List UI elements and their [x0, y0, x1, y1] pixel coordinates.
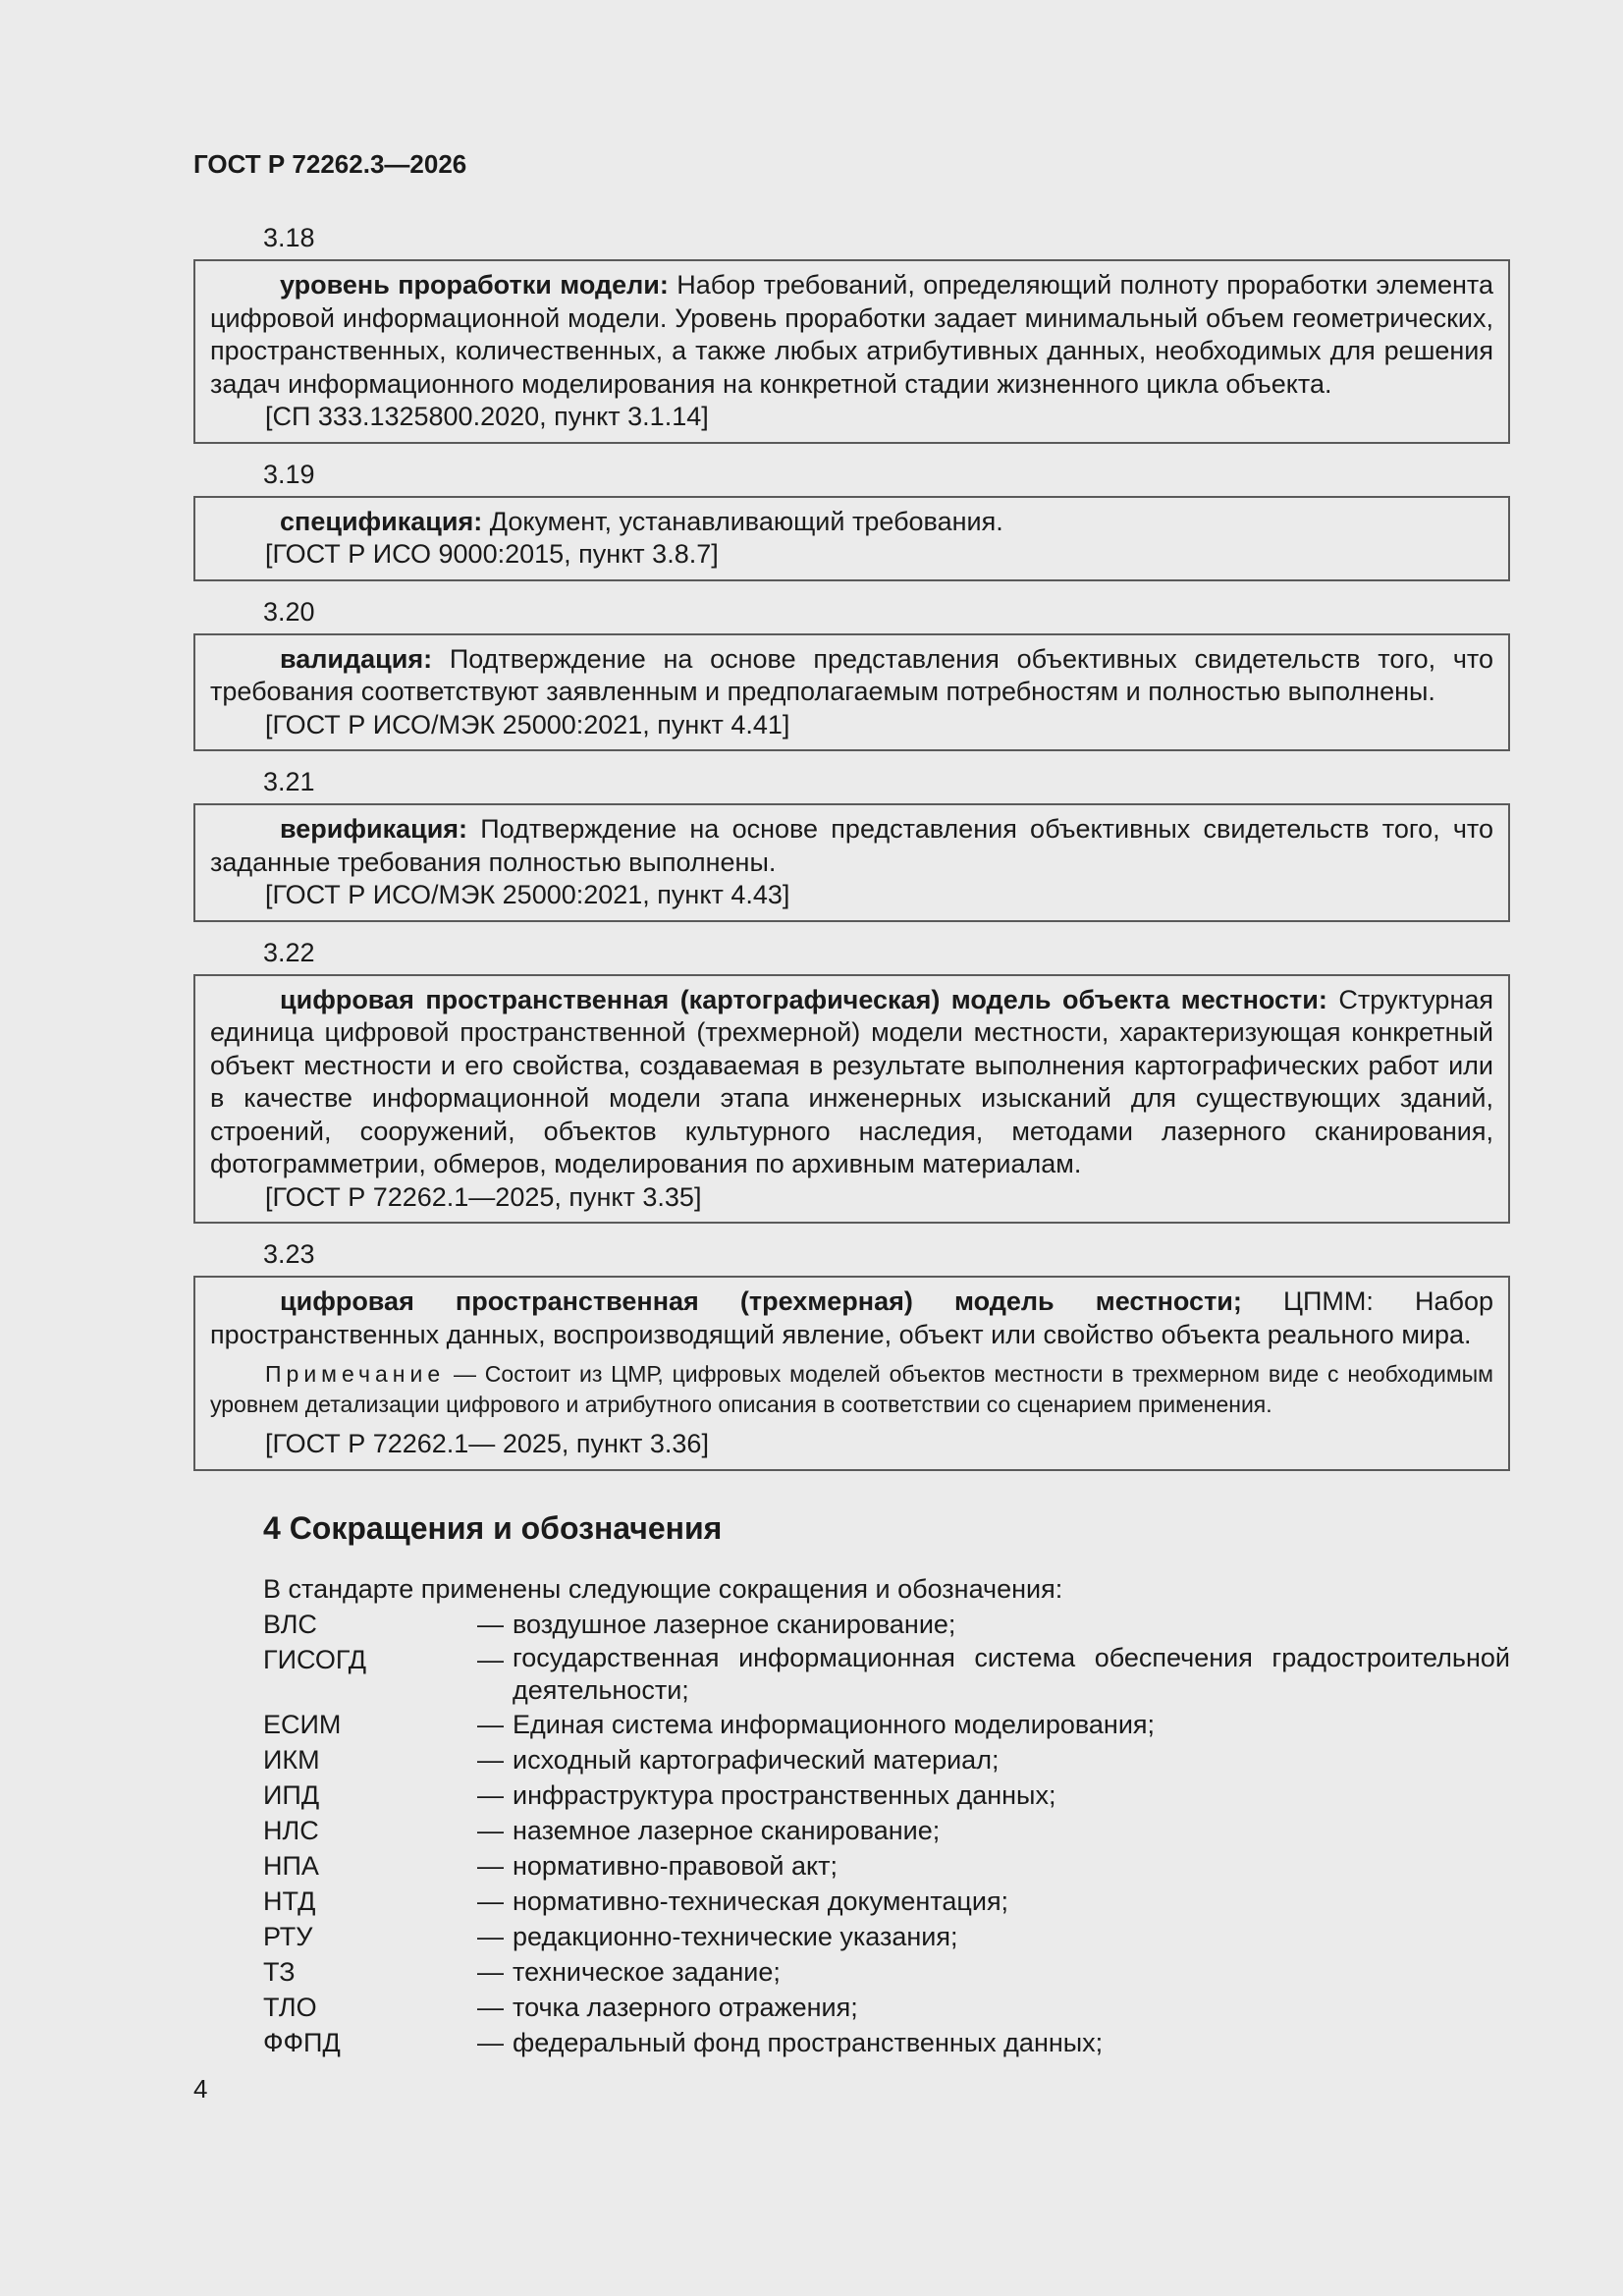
section-title: 4 Сокращения и обозначения — [263, 1509, 723, 1546]
abbreviation-description: федеральный фонд пространственных данных; — [513, 2027, 1104, 2057]
abbreviation-code: ГИСОГД — [263, 1644, 367, 1674]
abbreviation-list — [193, 1607, 1510, 2060]
abbreviation-description: Единая система информационного моделирования; — [513, 1709, 1156, 1739]
term-source: [ГОСТ Р 72262.1—2025, пункт 3.35] — [265, 1181, 702, 1212]
list-item — [193, 1607, 1510, 1642]
list-item — [193, 2025, 1510, 2060]
term-box — [193, 803, 1510, 922]
term-definition — [210, 1285, 1493, 1351]
term-name: валидация: — [280, 643, 433, 674]
term-entry — [193, 765, 1510, 922]
dash: — — [477, 1815, 504, 1845]
term-box — [193, 1276, 1510, 1471]
list-item — [193, 1990, 1510, 2025]
list-item — [193, 1707, 1510, 1742]
dash: — — [477, 2027, 504, 2057]
abbreviation-code: ТЛО — [263, 1992, 317, 2022]
page-content — [193, 221, 1510, 2060]
term-entry — [193, 458, 1510, 581]
dash: — — [477, 1956, 504, 1987]
definition-text: ЦПММ: Набор пространственных данных, воспроизводящий явление, объект или свойство объекта реального мира. — [210, 1286, 1493, 1349]
term-number: 3.20 — [263, 596, 315, 627]
term-name: цифровая пространственная (картографическая) модель объекта местности: — [280, 984, 1327, 1014]
abbreviation-code: ИКМ — [263, 1744, 320, 1775]
abbreviation-code: ФФПД — [263, 2027, 341, 2057]
section-intro: В стандарте применены следующие сокращения и обозначения: — [263, 1573, 1063, 1604]
abbreviation-description: государственная информационная система обеспечения градостроительной деятельности; — [513, 1642, 1510, 1705]
term-box — [193, 259, 1510, 444]
list-item — [193, 1884, 1510, 1919]
abbreviation-code: ВЛС — [263, 1609, 317, 1639]
list-item — [193, 1642, 1510, 1707]
abbreviation-description: нормативно-правовой акт; — [513, 1850, 838, 1881]
term-number: 3.23 — [263, 1239, 315, 1269]
term-name: спецификация: — [280, 506, 483, 536]
dash: — — [477, 1779, 504, 1810]
dash: — — [477, 1709, 504, 1739]
term-number: 3.21 — [263, 767, 315, 796]
note-text: — Состоит из ЦМР, цифровых моделей объектов местности в трехмерном виде с необходимым уровнем детализации цифрового и атрибутного описания в соответствии со сценарием применения. — [210, 1361, 1493, 1417]
term-box — [193, 974, 1510, 1225]
term-entry — [193, 1237, 1510, 1471]
abbreviation-description: техническое задание; — [513, 1956, 781, 1987]
dash: — — [477, 1609, 504, 1639]
abbreviation-description: точка лазерного отражения; — [513, 1992, 858, 2022]
term-entry — [193, 595, 1510, 752]
term-name: уровень проработки модели: — [280, 270, 669, 300]
term-definition — [210, 643, 1493, 709]
term-source: [ГОСТ Р ИСО/МЭК 25000:2021, пункт 4.41] — [265, 709, 790, 739]
term-entry — [193, 936, 1510, 1225]
definition-text: Структурная единица цифровой пространственной (трехмерной) модели местности, характеризующая конкретный объект местности и его свойства, создаваемая в результате выполнения картографических работ или в качестве информационной модели этапа инженерных изысканий для существующих зданий, строений, сооружений, объектов культурного наследия, методами лазерного сканирования, фотограмметрии, обмеров, моделирования по архивным материалам. — [210, 984, 1493, 1178]
term-name: верификация: — [280, 814, 468, 844]
abbreviation-code: ИПД — [263, 1779, 320, 1810]
term-note — [210, 1359, 1493, 1420]
list-item — [193, 1742, 1510, 1777]
term-box — [193, 496, 1510, 581]
list-item — [193, 1919, 1510, 1954]
term-source: [ГОСТ Р ИСО 9000:2015, пункт 3.8.7] — [265, 539, 719, 569]
dash: — — [477, 1921, 504, 1951]
term-number: 3.22 — [263, 937, 315, 967]
dash: — — [477, 1744, 504, 1775]
definition-text: Подтверждение на основе представления объективных свидетельств того, что заданные требования полностью выполнены. — [210, 814, 1493, 877]
term-box — [193, 633, 1510, 752]
abbreviation-description: наземное лазерное сканирование; — [513, 1815, 941, 1845]
list-item — [193, 1813, 1510, 1848]
term-number: 3.19 — [263, 459, 315, 489]
abbreviation-description: исходный картографический материал; — [513, 1744, 1000, 1775]
abbreviation-code: НПА — [263, 1850, 319, 1881]
definition-text: Набор требований, определяющий полноту проработки элемента цифровой информационной модели. Уровень проработки задает минимальный объем геометрических, пространственных, количественных, а также любых атрибутивных данных, необходимых для решения задач информационного моделирования на конкретной стадии жизненного цикла объекта. — [210, 270, 1493, 399]
page-number: 4 — [193, 2074, 208, 2104]
abbreviation-code: ЕСИМ — [263, 1709, 342, 1739]
list-item — [193, 1777, 1510, 1813]
term-definition — [210, 813, 1493, 879]
list-item — [193, 1848, 1510, 1884]
definition-text: Документ, устанавливающий требования. — [482, 506, 1003, 536]
term-definition — [210, 984, 1493, 1181]
dash: — — [477, 1644, 504, 1674]
term-entry — [193, 221, 1510, 444]
abbreviation-description: инфраструктура пространственных данных; — [513, 1779, 1056, 1810]
list-item — [193, 1954, 1510, 1990]
dash: — — [477, 1886, 504, 1916]
term-definition — [210, 269, 1493, 401]
term-source: [ГОСТ Р ИСО/МЭК 25000:2021, пункт 4.43] — [265, 880, 790, 909]
abbreviation-description: нормативно-техническая документация; — [513, 1886, 1009, 1916]
term-source: [СП 333.1325800.2020, пункт 3.1.14] — [265, 402, 709, 431]
definition-text: Подтверждение на основе представления объективных свидетельств того, что требования соответствуют заявленным и предполагаемым потребностям и полностью выполнены. — [210, 643, 1493, 706]
abbreviation-code: РТУ — [263, 1921, 313, 1951]
abbreviation-description: редакционно-технические указания; — [513, 1921, 958, 1951]
term-name: цифровая пространственная (трехмерная) модель местности; — [280, 1286, 1242, 1316]
note-label: Примечание — [265, 1361, 446, 1387]
abbreviation-code: НЛС — [263, 1815, 319, 1845]
abbreviation-description: воздушное лазерное сканирование; — [513, 1609, 956, 1639]
dash: — — [477, 1850, 504, 1881]
term-definition — [210, 506, 1493, 539]
term-source: [ГОСТ Р 72262.1— 2025, пункт 3.36] — [265, 1429, 709, 1458]
term-number: 3.18 — [263, 223, 315, 252]
abbreviation-code: НТД — [263, 1886, 316, 1916]
abbreviation-code: ТЗ — [263, 1956, 296, 1987]
dash: — — [477, 1992, 504, 2022]
document-header: ГОСТ Р 72262.3—2026 — [193, 149, 467, 179]
